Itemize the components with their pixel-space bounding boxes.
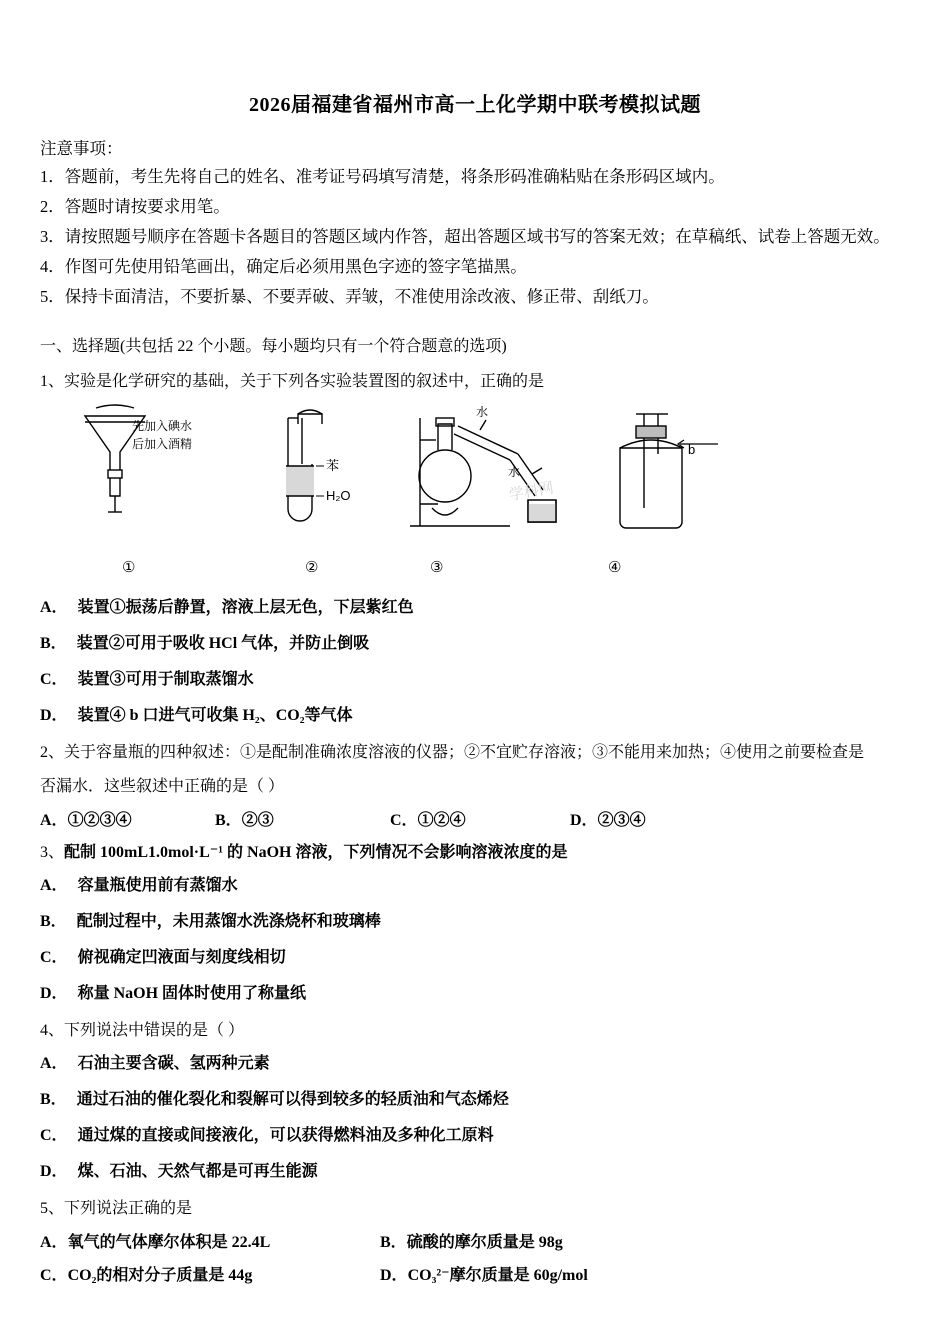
- question-1-text: 实验是化学研究的基础，关于下列各实验装置图的叙述中，正确的是: [64, 372, 545, 390]
- question-2-option-a[interactable]: [40, 807, 215, 830]
- question-3-stem: [40, 840, 910, 866]
- notice-item: 5．保持卡面清洁，不要折暴、不要弄破、弄皱，不准使用涂改液、修正带、刮纸刀。: [40, 286, 659, 306]
- question-2-number: 2、: [40, 744, 65, 762]
- option-label: A．: [40, 599, 68, 617]
- option-text: ①②④: [417, 812, 466, 830]
- option-label: A．: [40, 1054, 68, 1072]
- svg-text:苯: 苯: [326, 458, 340, 474]
- option-text: 容量瓶使用前有蒸馏水: [77, 876, 238, 894]
- question-2-text: 关于容量瓶的四种叙述：①是配制准确浓度溶液的仪器；②不宜贮存溶液；③不能用来加热；④使用之前要检查是: [64, 744, 865, 762]
- option-label: C．: [40, 1267, 68, 1285]
- notice-item: 4．作图可先使用铅笔画出，确定后必须用黑色字迹的签字笔描黑。: [40, 256, 527, 276]
- option-label: D．: [570, 812, 598, 830]
- question-3-option-d[interactable]: [40, 982, 910, 1006]
- option-text: 装置④ b 口进气可收集 H₂、CO₂等气体: [77, 707, 353, 725]
- option-label: B．: [380, 1234, 407, 1252]
- option-label: A．: [40, 812, 68, 830]
- notice-item: 1．答题前，考生先将自己的姓名、准考证号码填写清楚，将条形码准确粘贴在条形码区域内。: [40, 167, 725, 186]
- option-label: C．: [40, 948, 68, 966]
- section-heading: 一、选择题(共包括 22 个小题。每小题均只有一个符合题意的选项): [40, 337, 507, 355]
- question-2-option-b[interactable]: [215, 807, 390, 830]
- question-3-option-c[interactable]: [40, 946, 910, 970]
- question-2-stem: [40, 740, 910, 766]
- option-text: 俯视确定凹液面与刻度线相切: [77, 948, 286, 966]
- option-label: A．: [40, 1234, 68, 1252]
- option-label: C．: [390, 812, 418, 830]
- svg-text:水: 水: [476, 405, 489, 420]
- question-1-option-b[interactable]: [40, 632, 910, 656]
- question-2-option-c[interactable]: [390, 807, 570, 830]
- svg-text:先加入碘水: 先加入碘水: [132, 419, 193, 434]
- figure-label-2: ②: [305, 560, 319, 577]
- svg-text:b: b: [688, 442, 696, 458]
- question-4-option-d[interactable]: [40, 1160, 910, 1184]
- option-text: 称量 NaOH 固体时使用了称量纸: [77, 984, 307, 1002]
- question-5-option-b[interactable]: [380, 1229, 563, 1252]
- option-text: 通过石油的催化裂化和裂解可以得到较多的轻质油和气态烯烃: [76, 1090, 509, 1108]
- notice-item: 3．请按照题号顺序在答题卡各题目的答题区域内作答，超出答题区域书写的答案无效；在草稿纸、试卷上答题无效。: [40, 226, 890, 246]
- option-text: 通过煤的直接或间接液化，可以获得燃料油及多种化工原料: [77, 1126, 494, 1144]
- question-5-text: 下列说法正确的是: [64, 1199, 193, 1217]
- question-5-options-row-1: [40, 1229, 910, 1252]
- question-5-number: 5、: [40, 1199, 65, 1217]
- option-text: 煤、石油、天然气都是可再生能源: [77, 1162, 318, 1180]
- option-label: A．: [40, 876, 68, 894]
- apparatus-figure: [40, 404, 910, 554]
- notice-heading: 注意事项：: [40, 139, 123, 158]
- svg-text:水: 水: [508, 465, 521, 480]
- option-text: 石油主要含碳、氢两种元素: [77, 1054, 270, 1072]
- option-label: D．: [380, 1267, 408, 1285]
- page-content: [0, 135, 950, 1285]
- svg-text:H₂O: H₂O: [326, 488, 351, 504]
- question-4-option-b[interactable]: [40, 1088, 910, 1112]
- question-2-stem-cont: 否漏水．这些叙述中正确的是（ ）: [40, 777, 285, 795]
- option-text: 装置①振荡后静置，溶液上层无色，下层紫红色: [77, 599, 414, 617]
- question-5-option-c[interactable]: [40, 1262, 380, 1285]
- option-label: B．: [40, 1090, 67, 1108]
- option-text: ②③④: [597, 812, 646, 830]
- question-2-option-d[interactable]: [570, 807, 646, 830]
- option-text: 配制过程中，未用蒸馏水洗涤烧杯和玻璃棒: [76, 912, 381, 930]
- question-3-number: 3、: [40, 844, 65, 862]
- question-1-stem: [40, 369, 910, 395]
- option-text: 装置②可用于吸收 HCl 气体，并防止倒吸: [76, 635, 370, 653]
- question-4-number: 4、: [40, 1021, 65, 1039]
- question-5-stem: [40, 1196, 910, 1222]
- question-1-option-c[interactable]: [40, 668, 910, 692]
- question-3-option-a[interactable]: [40, 874, 910, 898]
- figure-label-3: ③: [430, 560, 444, 577]
- question-4-option-c[interactable]: [40, 1124, 910, 1148]
- question-4-stem: [40, 1018, 910, 1044]
- option-text: 氧气的气体摩尔体积是 22.4L: [67, 1234, 271, 1252]
- option-label: B．: [215, 812, 242, 830]
- option-text: CO₂的相对分子质量是 44g: [67, 1267, 253, 1285]
- apparatus-diagram-svg: [40, 404, 910, 554]
- page-title: 2026届福建省福州市高一上化学期中联考模拟试题: [249, 94, 701, 116]
- svg-text:后加入酒精: 后加入酒精: [132, 437, 193, 452]
- question-5-option-d[interactable]: [380, 1262, 588, 1285]
- figure-label-1: ①: [122, 560, 136, 577]
- figure-labels: [40, 558, 910, 582]
- question-5-option-a[interactable]: [40, 1229, 380, 1252]
- option-text: ①②③④: [67, 812, 132, 830]
- svg-text:学科网: 学科网: [507, 479, 556, 505]
- notice-item: 2．答题时请按要求用笔。: [40, 196, 230, 216]
- question-1-number: 1、: [40, 372, 65, 390]
- option-label: B．: [40, 912, 67, 930]
- figure-label-4: ④: [608, 560, 622, 577]
- question-4-text: 下列说法中错误的是（ ）: [64, 1021, 245, 1039]
- question-4-option-a[interactable]: [40, 1052, 910, 1076]
- question-2-options: [40, 807, 910, 830]
- option-text: 装置③可用于制取蒸馏水: [77, 671, 254, 689]
- option-text: CO₃²⁻摩尔质量是 60g/mol: [407, 1267, 588, 1285]
- question-3-text: 配制 100mL1.0mol·L⁻¹ 的 NaOH 溶液，下列情况不会影响溶液浓度的是: [64, 844, 568, 862]
- option-label: B．: [40, 635, 67, 653]
- question-5-options-row-2: [40, 1262, 910, 1285]
- option-label: C．: [40, 671, 68, 689]
- option-text: 硫酸的摩尔质量是 98g: [406, 1234, 563, 1252]
- question-1-option-a[interactable]: [40, 596, 910, 620]
- option-label: D．: [40, 984, 68, 1002]
- question-3-option-b[interactable]: [40, 910, 910, 934]
- question-1-option-d[interactable]: [40, 704, 910, 728]
- option-label: C．: [40, 1126, 68, 1144]
- option-label: D．: [40, 1162, 68, 1180]
- option-label: D．: [40, 707, 68, 725]
- option-text: ②③: [241, 812, 274, 830]
